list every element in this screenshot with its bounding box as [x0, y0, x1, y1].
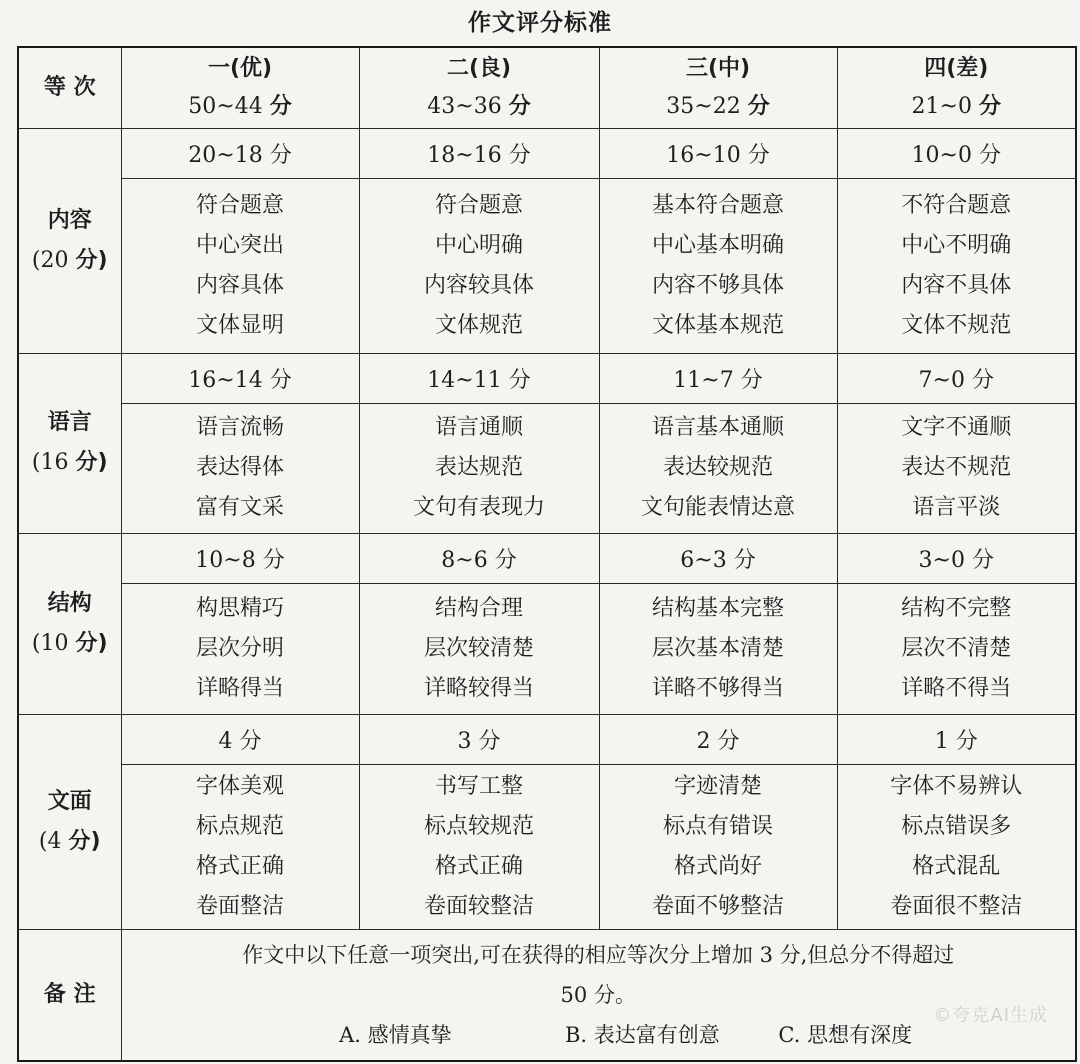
criteria-cell: 结构合理 层次较清楚 详略较得当 — [359, 583, 599, 714]
presentation-score-row — [18, 714, 1076, 764]
criteria-cell: 结构基本完整 层次基本清楚 详略不够得当 — [599, 583, 837, 714]
score-cell: 4 分 — [121, 714, 359, 764]
score-cell: 7~0 分 — [837, 353, 1076, 403]
grade-header-4 — [837, 47, 1076, 128]
notes-text-line-1: 作文中以下任意一项突出,可在获得的相应等次分上增加 3 分,但总分不得超过 — [242, 942, 955, 967]
score-cell: 3~0 分 — [837, 533, 1076, 583]
score-cell: 10~8 分 — [121, 533, 359, 583]
criteria-cell: 字体美观 标点规范 格式正确 卷面整洁 — [121, 764, 359, 929]
language-criteria-row — [18, 403, 1076, 533]
notes-option-a: A. 感情真挚 — [339, 1022, 452, 1047]
grade-header-2 — [359, 47, 599, 128]
category-content: 内容 (20 分) — [18, 128, 121, 353]
grade-header-3 — [599, 47, 837, 128]
category-language: 语言 (16 分) — [18, 353, 121, 533]
score-cell: 16~14 分 — [121, 353, 359, 403]
criteria-cell: 基本符合题意 中心基本明确 内容不够具体 文体基本规范 — [599, 178, 837, 353]
score-cell: 10~0 分 — [837, 128, 1076, 178]
criteria-cell: 构思精巧 层次分明 详略得当 — [121, 583, 359, 714]
grading-table — [17, 46, 1077, 1062]
score-cell: 18~16 分 — [359, 128, 599, 178]
grade-range: 43~36 分 — [427, 93, 531, 119]
criteria-cell: 结构不完整 层次不清楚 详略不得当 — [837, 583, 1076, 714]
notes-option-c: C. 思想有深度 — [778, 1022, 913, 1047]
structure-score-row — [18, 533, 1076, 583]
score-cell: 3 分 — [359, 714, 599, 764]
criteria-cell: 不符合题意 中心不明确 内容不具体 文体不规范 — [837, 178, 1076, 353]
page-title: 作文评分标准 — [468, 10, 612, 36]
grade-range: 21~0 分 — [911, 93, 1001, 119]
watermark: ©夸克AI生成 — [933, 1005, 1048, 1026]
notes-row — [18, 929, 1076, 1061]
grade-label: 三(中) — [685, 55, 751, 81]
notes-content — [121, 929, 1076, 1061]
grade-label: 四(差) — [924, 55, 989, 81]
criteria-cell: 字体不易辨认 标点错误多 格式混乱 卷面很不整洁 — [837, 764, 1076, 929]
score-cell: 1 分 — [837, 714, 1076, 764]
structure-criteria-row — [18, 583, 1076, 714]
presentation-criteria-row — [18, 764, 1076, 929]
criteria-cell: 符合题意 中心明确 内容较具体 文体规范 — [359, 178, 599, 353]
grade-header-label: 等 次 — [18, 47, 121, 128]
criteria-cell: 语言通顺 表达规范 文句有表现力 — [359, 403, 599, 533]
score-cell: 16~10 分 — [599, 128, 837, 178]
score-cell: 2 分 — [599, 714, 837, 764]
content-score-row — [18, 128, 1076, 178]
score-cell: 8~6 分 — [359, 533, 599, 583]
criteria-cell: 语言流畅 表达得体 富有文采 — [121, 403, 359, 533]
notes-option-b: B. 表达富有创意 — [565, 1022, 720, 1047]
score-cell: 20~18 分 — [121, 128, 359, 178]
criteria-cell: 语言基本通顺 表达较规范 文句能表情达意 — [599, 403, 837, 533]
language-score-row — [18, 353, 1076, 403]
category-structure: 结构 (10 分) — [18, 533, 121, 714]
notes-text-line-2: 50 分。 — [560, 982, 636, 1007]
score-cell: 14~11 分 — [359, 353, 599, 403]
criteria-cell: 字迹清楚 标点有错误 格式尚好 卷面不够整洁 — [599, 764, 837, 929]
criteria-cell: 符合题意 中心突出 内容具体 文体显明 — [121, 178, 359, 353]
notes-label: 备 注 — [18, 929, 121, 1061]
category-presentation: 文面 (4 分) — [18, 714, 121, 929]
grade-label: 二(良) — [446, 55, 512, 81]
grade-range: 50~44 分 — [188, 93, 292, 119]
score-cell: 6~3 分 — [599, 533, 837, 583]
header-row — [18, 47, 1076, 128]
grade-label: 一(优) — [207, 55, 273, 81]
grade-range: 35~22 分 — [666, 93, 770, 119]
criteria-cell: 文字不通顺 表达不规范 语言平淡 — [837, 403, 1076, 533]
grade-header-1 — [121, 47, 359, 128]
score-cell: 11~7 分 — [599, 353, 837, 403]
notes-options — [122, 1015, 1076, 1055]
content-criteria-row — [18, 178, 1076, 353]
criteria-cell: 书写工整 标点较规范 格式正确 卷面较整洁 — [359, 764, 599, 929]
